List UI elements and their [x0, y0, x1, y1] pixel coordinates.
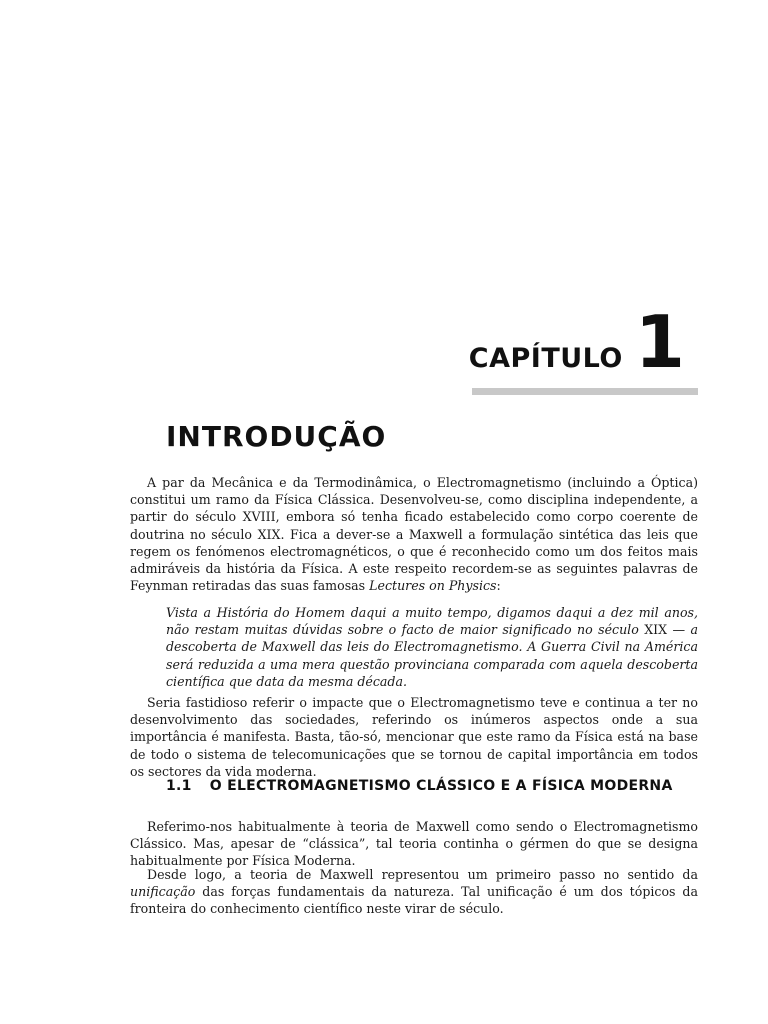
section-heading	[166, 778, 673, 794]
quote-text-a: Vista a História do Homem daqui a muito tempo, digamos daqui a dez mil anos, não restam muitas dúvidas sobre o facto de maior significado no século	[166, 605, 698, 638]
paragraph-2: Seria fastidioso referir o impacte que o Electromagnetismo teve e continua a ter no desenvolvimento das sociedades, referindo os inúmeros aspectos onde a sua importância é manifesta. Basta, tão-só, mencionar que este ramo da Física está na base de todo o sistema de telecomunicações que se tornou de capital importância em todos os sectores da vida moderna.	[130, 695, 698, 779]
chapter-rule	[472, 388, 698, 395]
paragraph-1-text-b: , embora só tenha ficado estabelecido como corpo coerente de doutrina no século	[130, 509, 699, 542]
paragraph-4-text-a: Desde logo, a teoria de Maxwell representou um primeiro passo no sentido da	[147, 867, 698, 882]
quote-century: XIX	[644, 622, 668, 638]
section-number: 1.1	[166, 778, 192, 794]
paragraph-1-text-d: :	[496, 578, 501, 594]
paragraph-1	[130, 474, 698, 594]
century-19: XIX	[257, 526, 281, 542]
paragraph-1-text-a: A par da Mecânica e da Termodinâmica, o Electromagnetismo (incluindo a Óptica) constitui um ramo da Física Clássica. Desenvolveu-se, como disciplina independente, a partir do século	[130, 475, 698, 525]
century-18: XVIII	[242, 509, 276, 525]
paragraph-3: Referimo-nos habitualmente à teoria de Maxwell como sendo o Electromagnetismo Clássico. Mas, apesar de “clássica”, tal teoria continha o gérmen do que se designa habitualmente por Física Moderna.	[130, 819, 698, 869]
section-title: O ELECTROMAGNETISMO CLÁSSICO E A FÍSICA MODERNA	[209, 778, 673, 794]
chapter-title: INTRODUÇÃO	[166, 420, 387, 453]
chapter-label: CAPÍTULO	[468, 343, 623, 374]
chapter-heading	[468, 300, 685, 384]
paragraph-1-text-c: . Fica a dever-se a Maxwell a formulação sintética das leis que regem os fenómenos electromagnéticos, o que é reconhecido como um dos feitos mais admiráveis da história da Física. A este respeito recordem-se as seguintes palavras de Feynman retiradas das suas famosas	[130, 526, 698, 594]
feynman-quote	[166, 604, 698, 690]
quote-text-b: — a descoberta de Maxwell das leis do Electromagnetismo. A Guerra Civil na América será reduzida a uma mera questão provinciana comparada com aquela descoberta científica que data da mesma década.	[166, 622, 699, 689]
book-title: Lectures on Physics	[369, 578, 497, 594]
paragraph-4-text-b: das forças fundamentais da natureza. Tal unificação é um dos tópicos da fronteira do conhecimento científico neste virar de século.	[130, 884, 698, 917]
unification-emphasis: unificação	[130, 884, 196, 900]
chapter-number: 1	[634, 300, 685, 384]
paragraph-4	[130, 866, 698, 918]
